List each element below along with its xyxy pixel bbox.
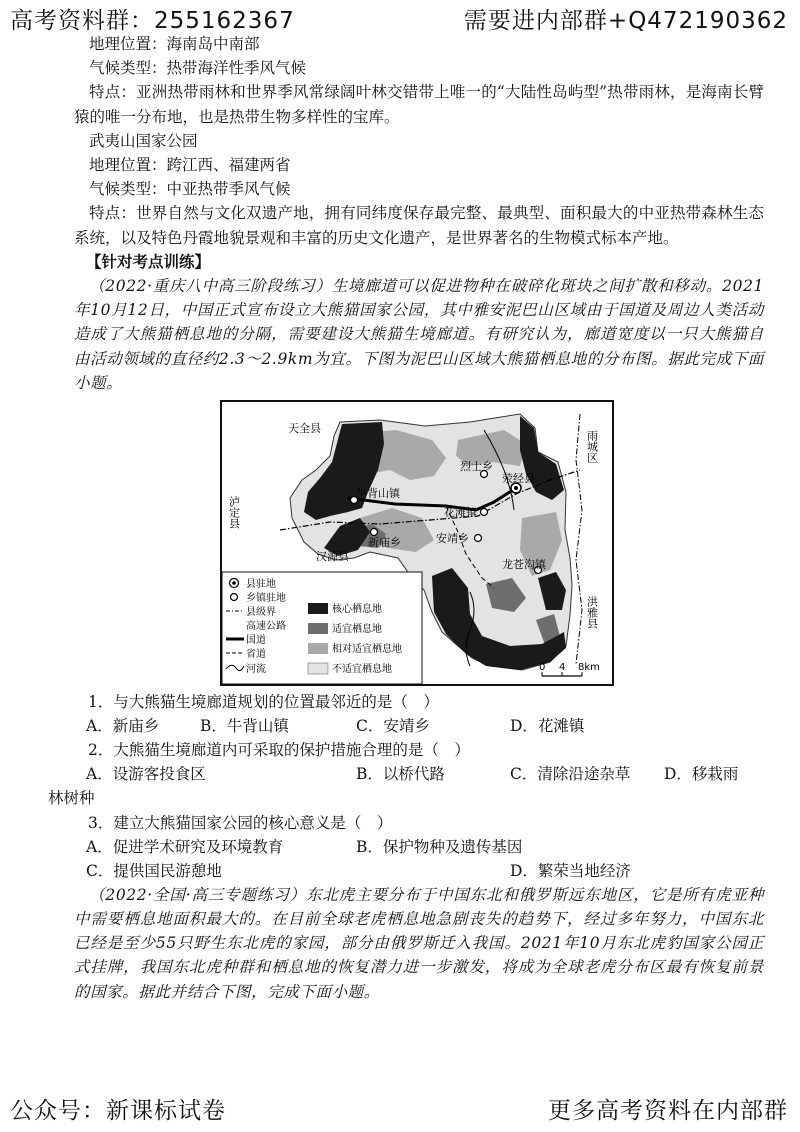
- legend-suitable: 适宜栖息地: [332, 624, 382, 636]
- q1-option-a[interactable]: A．新庙乡: [86, 717, 160, 736]
- legend-town-seat: 乡镇驻地: [246, 593, 286, 605]
- intro-location-1: 地理位置：海南岛中南部: [89, 35, 260, 53]
- q3-option-a[interactable]: A．促进学术研究及环境教育: [86, 837, 284, 856]
- footer-left-text: 公众号：新课标试卷: [10, 1098, 226, 1124]
- scale-four: 4: [559, 662, 566, 674]
- legend-county-seat: 县驻地: [246, 579, 276, 591]
- q2-option-d-wrap: 林树种: [48, 789, 95, 808]
- q3-option-c[interactable]: C．提供国民游憩地: [86, 861, 222, 880]
- map-svg: [220, 400, 614, 686]
- question-3-stem: 3．建立大熊猫国家公园的核心意义是（ ）: [88, 813, 393, 832]
- label-hongya: 洪雅县: [585, 596, 599, 630]
- legend-county-border: 县级界: [246, 607, 276, 619]
- legend-river: 河流: [246, 664, 266, 676]
- intro-feature-2: 特点：世界自然与文化双遗产地，拥有同纬度保存最完整、最典型、面积最大的中亚热带森林生态系统，以及特色丹霞地貌景观和丰富的历史文化遗产，是世界著名的生物模式标本产地。: [74, 204, 764, 247]
- q2-option-d[interactable]: D．移栽雨: [664, 765, 739, 784]
- question-3-options-row2: [74, 859, 764, 883]
- label-lieshi: 烈士乡: [460, 460, 493, 474]
- legend-expressway: 高速公路: [246, 621, 286, 633]
- intro-climate-2: 气候类型：中亚热带季风气候: [89, 180, 291, 199]
- q1-option-c[interactable]: C．安靖乡: [356, 717, 430, 736]
- q1-option-d[interactable]: D．花滩镇: [510, 717, 585, 736]
- q1-option-b[interactable]: B．牛背山镇: [200, 717, 289, 736]
- scale-eight: 8km: [578, 662, 600, 674]
- page-header: [0, 2, 800, 34]
- intro-climate-1: 气候类型：热带海洋性季风气候: [89, 59, 307, 78]
- label-longcanggou: 龙苍沟镇: [502, 558, 546, 572]
- page-footer: [0, 1092, 800, 1126]
- legend-national-road: 国道: [246, 635, 266, 647]
- legend-rel-suitable: 相对适宜栖息地: [332, 644, 402, 656]
- intro-location-2: 地理位置：跨江西、福建两省: [89, 156, 291, 175]
- legend-unsuitable: 不适宜栖息地: [332, 664, 392, 676]
- q2-option-a[interactable]: A．设游客投食区: [86, 765, 206, 784]
- intro-feature-1: 特点：亚洲热带雨林和世界季风常绿阔叶林交错带上唯一的“大陆性岛屿型”热带雨林，是海南长臂猿的唯一分布地，也是热带生物多样性的宝库。: [74, 83, 764, 126]
- panda-habitat-map: [220, 400, 614, 686]
- label-hanyuan: 汉源县: [316, 550, 349, 564]
- q3-option-d[interactable]: D．繁荣当地经济: [510, 861, 631, 880]
- q2-option-c[interactable]: C．清除沿途杂草: [510, 765, 631, 784]
- section-title: 【针对考点训练】: [86, 251, 211, 271]
- header-left-text: 高考资料群：255162367: [10, 8, 295, 34]
- question-2-stem: 2．大熊猫生境廊道内可采取的保护措施合理的是（ ）: [88, 741, 470, 760]
- document-body: [48, 32, 764, 1004]
- label-yingjing: 荥经县: [502, 472, 535, 486]
- question-3-options-row1: [74, 835, 764, 859]
- label-luding: 泸定县: [227, 496, 241, 530]
- passage-panda: （2022·重庆八中高三阶段练习）生境廊道可以促进物种在破碎化斑块之间扩散和移动。2021年10月12日，中国正式宣布设立大熊猫国家公园，其中雅安泥巴山区域由于国道及周边人类活动造成了大熊猫栖息地的分隔，需要建设大熊猫生境廊道。有研究认为，廊道宽度以一只大熊猫自由活动领域的直径约2.3～2.9km为宜。下图为泥巴山区域大熊猫栖息地的分布图。据此完成下面小题。: [74, 277, 764, 392]
- town-huatan: [481, 509, 488, 516]
- header-right-text: 需要进内部群+Q472190362: [463, 8, 788, 34]
- map-legend: [222, 572, 422, 684]
- passage-tiger: （2022·全国·高三专题练习）东北虎主要分布于中国东北和俄罗斯远东地区，它是所有虎亚种中需要栖息地面积最大的。在目前全球老虎栖息地急剧丧失的趋势下，经过多年努力，中国东北已经是至少55只野生东北虎的家园，部分由俄罗斯迁入我国。2021年10月东北虎豹国家公园正式挂牌，我国东北虎种群和栖息地的恢复潜力进一步激发，将成为全球老虎分布区最有恢复前景的国家。据此并结合下图，完成下面小题。: [74, 885, 764, 1001]
- q3-option-b[interactable]: B．保护物种及遗传基因: [356, 837, 523, 856]
- q2-option-b[interactable]: B．以桥代路: [356, 765, 445, 784]
- intro-park-2: 武夷山国家公园: [89, 131, 198, 150]
- question-1-stem: 1．与大熊猫生境廊道规划的位置最邻近的是（ ）: [88, 693, 439, 712]
- label-niubeishan: 牛背山镇: [356, 487, 400, 501]
- legend-provincial-road: 省道: [246, 649, 266, 661]
- question-1-options: [74, 714, 764, 738]
- footer-right-text: 更多高考资料在内部群: [548, 1098, 788, 1124]
- scale-zero: 0: [539, 662, 546, 674]
- label-huatan: 花滩镇: [444, 506, 477, 520]
- question-2-options: [74, 762, 764, 786]
- label-tianquan: 天全县: [288, 422, 321, 436]
- county-seat-dot: [514, 486, 518, 490]
- legend-core: 核心栖息地: [332, 604, 382, 616]
- label-anjing: 安靖乡: [436, 532, 469, 546]
- label-xinmiao: 新庙乡: [368, 536, 401, 550]
- label-yucheng: 雨城区: [585, 430, 599, 464]
- town-anjing: [475, 535, 482, 542]
- town-xinmiao: [371, 529, 378, 536]
